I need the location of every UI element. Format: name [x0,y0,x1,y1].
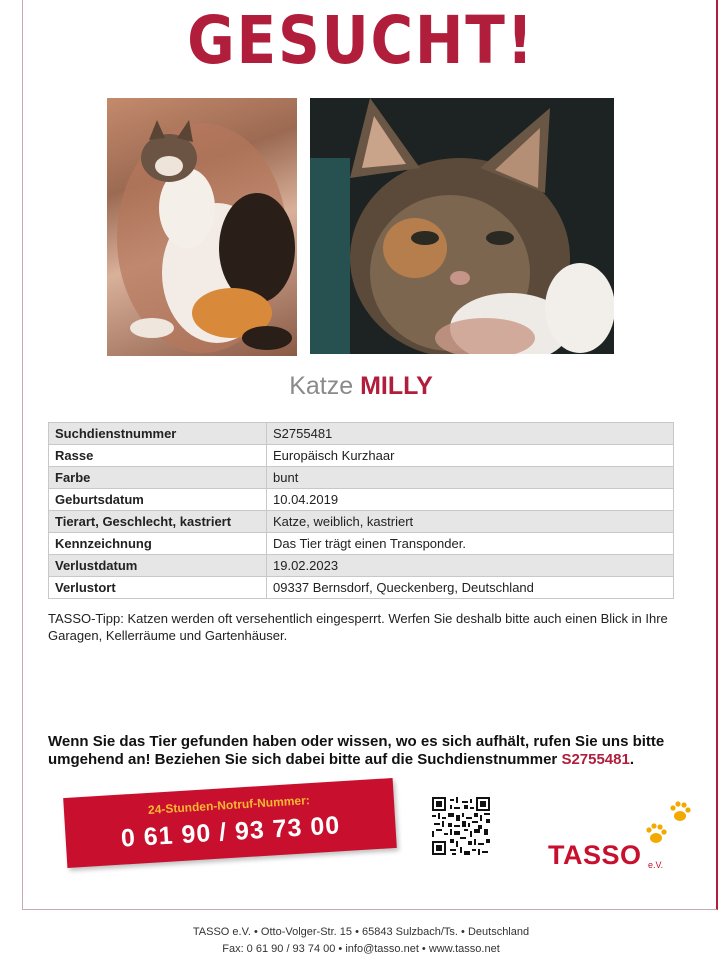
call-end: . [629,751,635,768]
call-reference-number: S2755481 [561,751,630,768]
details-table [48,422,674,599]
headline: GESUCHT! [187,2,535,79]
table-row [49,511,674,533]
detail-label: Kennzeichnung [49,533,267,555]
cat-photo-closeup [310,98,614,354]
tasso-logo-suffix: e.V. [648,860,664,870]
call-to-action [48,733,688,769]
detail-value: S2755481 [267,423,674,445]
detail-label: Farbe [49,467,267,489]
table-row [49,533,674,555]
detail-value: 09337 Bernsdorf, Queckenberg, Deutschland [267,577,674,599]
detail-value: Europäisch Kurzhaar [267,445,674,467]
cat-photo-lying [107,98,297,356]
detail-label: Suchdienstnummer [49,423,267,445]
call-text: Wenn Sie das Tier gefunden haben oder wissen, wo es sich aufhält, rufen Sie uns bitte umgehend an! Beziehen Sie sich dabei bitte auf die Suchdienstnummer [48,733,665,768]
tasso-logo[interactable]: TASSO [548,840,642,870]
table-row [49,489,674,511]
footer-contact: Fax: 0 61 90 / 93 74 00 • info@tasso.net • www.tasso.net [222,943,500,955]
hotline-label: 24-Stunden-Notruf-Nummer: [147,793,311,817]
detail-label: Tierart, Geschlecht, kastriert [49,511,267,533]
detail-value: 19.02.2023 [267,555,674,577]
hotline-phone[interactable]: 0 61 90 / 93 73 00 [120,811,341,853]
footer-address: TASSO e.V. • Otto-Volger-Str. 15 • 65843 Sulzbach/Ts. • Deutschland [192,926,530,938]
detail-label: Verlustdatum [49,555,267,577]
detail-value: Katze, weiblich, kastriert [267,511,674,533]
detail-value: 10.04.2019 [267,489,674,511]
tasso-tip: TASSO-Tipp: Katzen werden oft versehentlich eingesperrt. Werfen Sie deshalb bitte auch einen Blick in Ihre Garagen, Kellerräume und Gartenhäuser. [48,611,668,643]
table-row [49,423,674,445]
detail-label: Geburtsdatum [49,489,267,511]
table-row [49,467,674,489]
paw-prints-icon [640,800,696,850]
table-row [49,555,674,577]
table-row [49,577,674,599]
cat-species: Katze [289,372,354,400]
detail-label: Verlustort [49,577,267,599]
table-row [49,445,674,467]
cat-title [0,372,722,401]
detail-value: Das Tier trägt einen Transponder. [267,533,674,555]
detail-value: bunt [267,467,674,489]
cat-name: MILLY [360,372,433,400]
detail-label: Rasse [49,445,267,467]
qr-code-icon[interactable] [432,797,490,855]
